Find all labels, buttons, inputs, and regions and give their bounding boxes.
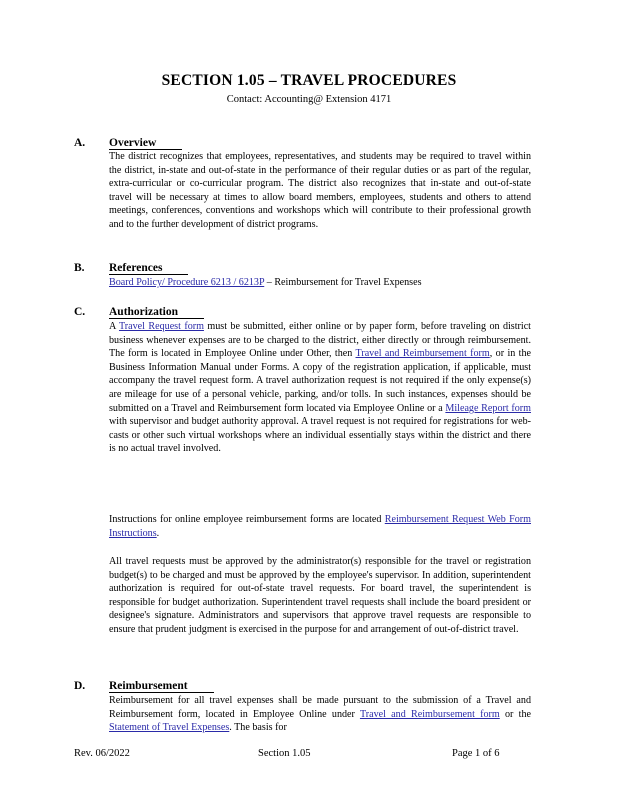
- instructions-paragraph: [109, 513, 531, 540]
- section-letter: D.: [74, 680, 86, 692]
- section-heading: Overview: [109, 137, 182, 150]
- statement-travel-expenses-link[interactable]: Statement of Travel Expenses: [109, 722, 230, 734]
- section-letter: A.: [74, 137, 86, 149]
- section-heading: References: [109, 262, 188, 275]
- section-letter: C.: [74, 306, 86, 318]
- overview-paragraph: The district recognizes that employees, representatives, and students may be required to travel within the district, in-state and out-of-state in the performance of their regular duties or as part of the regular, extra-curricular or co-curricular program. The district also recognizes that in-state and out-of-state travel will be necessary at times to allow board members, employees, students and others to attend meetings, conferences, conventions and workshops which will contribute to their professional growth and to the further development of district programs.: [109, 151, 531, 230]
- references-line: [109, 276, 531, 290]
- text-run: . The basis for: [229, 722, 287, 734]
- travel-reimbursement-form-link[interactable]: Travel and Reimbursement form: [355, 348, 490, 360]
- text-run: must be submitted, either online or by paper form, before traveling on district business whenever expenses are to be charged to the district, either directly or through reimbursement. The form is located in Employee Online under Other, then: [109, 321, 531, 360]
- section-letter: B.: [74, 262, 85, 274]
- references-text: – Reimbursement for Travel Expenses: [264, 277, 422, 288]
- footer-page-number: Page 1 of 6: [452, 748, 500, 759]
- page-title: SECTION 1.05 – TRAVEL PROCEDURES: [161, 72, 457, 89]
- footer-section: Section 1.05: [258, 748, 311, 759]
- text-run: Instructions for online employee reimbursement forms are located: [109, 514, 382, 525]
- contact-line: Contact: Accounting@ Extension 4171: [226, 94, 392, 105]
- section-heading: Reimbursement: [109, 680, 214, 693]
- text-run: Reimbursement for all travel expenses shall be made pursuant to the submission of a Travel and Reimbursement form, located in Employee Online under: [109, 695, 531, 720]
- text-run: , or in the Business Information Manual under Forms. A copy of the registration application, if applicable, must accompany the travel request form. A travel authorization request is not required if the only expense(s) are mileage for use of a personal vehicle, parking, and/or tolls. In such instances, expenses should be submitted on a Travel and Reimbursement form located via Employee Online or a: [109, 348, 532, 414]
- reimbursement-instructions-link[interactable]: Reimbursement Request Web Form Instructions: [109, 514, 531, 539]
- travel-reimbursement-form-link[interactable]: Travel and Reimbursement form: [359, 708, 500, 720]
- authorization-paragraph: [109, 320, 531, 456]
- travel-request-form-link[interactable]: Travel Request form: [118, 321, 204, 332]
- reimbursement-paragraph: [109, 694, 531, 735]
- footer-revision: Rev. 06/2022: [74, 748, 130, 759]
- text-run: with supervisor and budget authority approval. A travel request is not required for registrations for web-casts or other such virtual workshops where an individual essentially stays within the district and there is no actual travel involved.: [109, 416, 531, 455]
- text-run: .: [156, 527, 160, 539]
- text-run: A: [109, 321, 119, 332]
- approval-paragraph: All travel requests must be approved by the administrator(s) responsible for the travel or registration budget(s) to be charged and must be approved by the employee's supervisor. In addition, superintendent authorization is required for out-of-state travel requests. For board travel, the superintendent is responsible for budget authorization. Superintendent travel requests shall include the board president or designee's signature. Administrators and supervisors that approve travel requests are responsible to ensure that prudent judgment is exercised in the purpose for and arrangement of out-of-district travel.: [109, 556, 531, 635]
- board-policy-link[interactable]: Board Policy/ Procedure 6213 / 6213P: [109, 277, 265, 288]
- text-run: or the: [499, 708, 531, 720]
- section-heading: Authorization: [109, 306, 204, 319]
- mileage-report-form-link[interactable]: Mileage Report form: [445, 402, 531, 414]
